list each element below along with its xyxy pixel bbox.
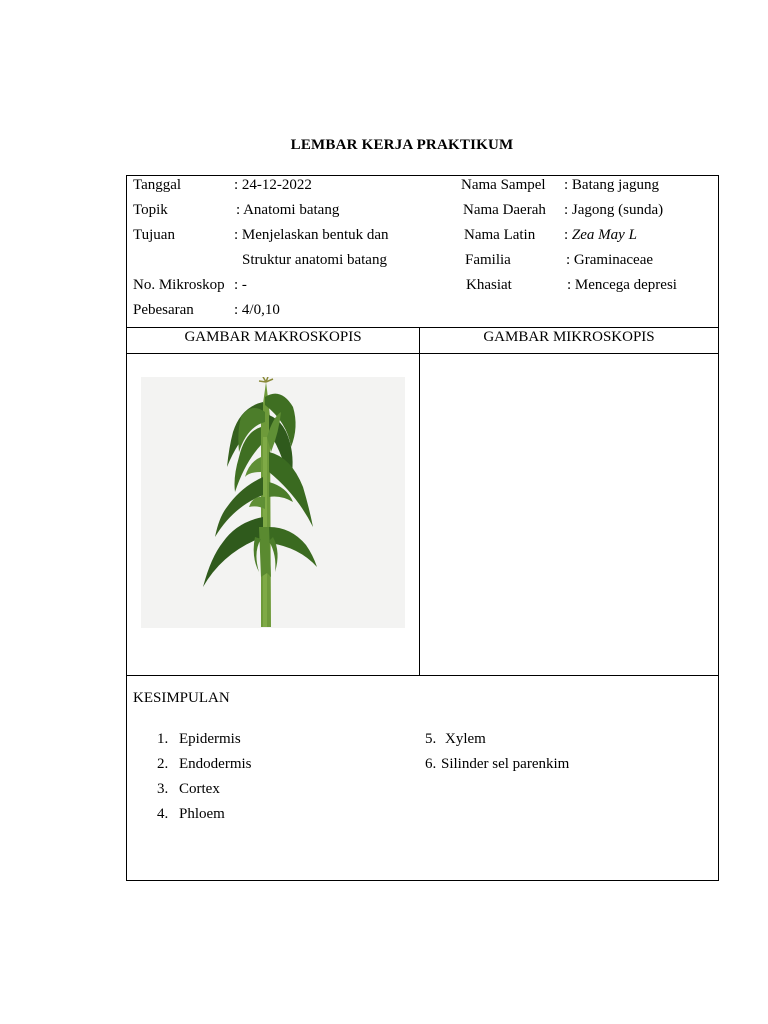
list-item: 5. — [425, 731, 437, 747]
divider — [127, 675, 718, 676]
header-microscopic: GAMBAR MIKROSKOPIS — [483, 329, 655, 345]
value-pebesaran: : 4/0,10 — [234, 302, 280, 318]
value-topik: : Anatomi batang — [236, 202, 340, 218]
label-khasiat: Khasiat — [466, 277, 512, 293]
value-mikroskop: : - — [234, 277, 247, 293]
label-topik: Topik — [133, 202, 168, 218]
label-familia: Familia — [465, 252, 511, 268]
list-item-text: Phloem — [179, 806, 225, 822]
value-nama-daerah: : Jagong (sunda) — [564, 202, 664, 218]
label-tanggal: Tanggal — [133, 177, 182, 193]
worksheet-table — [126, 175, 719, 881]
label-mikroskop: No. Mikroskop — [133, 277, 225, 293]
list-item-text: Silinder sel parenkim — [441, 756, 570, 772]
list-item: 3. — [157, 781, 169, 797]
list-item: 6. — [425, 756, 437, 772]
value-khasiat: : Mencega depresi — [567, 277, 677, 293]
value-familia: : Graminaceae — [566, 252, 654, 268]
label-pebesaran: Pebesaran — [133, 302, 194, 318]
corn-plant-image — [141, 377, 405, 628]
page-title: LEMBAR KERJA PRAKTIKUM — [290, 137, 514, 153]
list-item-text: Endodermis — [179, 756, 252, 772]
value-tujuan-line2: Struktur anatomi batang — [242, 252, 387, 268]
list-item-text: Epidermis — [179, 731, 241, 747]
divider — [127, 353, 718, 354]
header-macroscopic: GAMBAR MAKROSKOPIS — [184, 329, 362, 345]
column-divider — [419, 328, 420, 675]
list-item: 4. — [157, 806, 169, 822]
value-tanggal: : 24-12-2022 — [234, 177, 312, 193]
conclusion-heading: KESIMPULAN — [133, 690, 230, 706]
list-item: 1. — [157, 731, 169, 747]
value-tujuan: : Menjelaskan bentuk dan — [234, 227, 389, 243]
list-item: 2. — [157, 756, 169, 772]
list-item-text: Xylem — [445, 731, 486, 747]
value-nama-sampel: : Batang jagung — [564, 177, 659, 193]
list-item-text: Cortex — [179, 781, 220, 797]
value-nama-latin: : Zea May L — [564, 227, 637, 243]
label-tujuan: Tujuan — [133, 227, 175, 243]
label-nama-latin: Nama Latin — [464, 227, 536, 243]
label-nama-sampel: Nama Sampel — [461, 177, 546, 193]
label-nama-daerah: Nama Daerah — [463, 202, 546, 218]
